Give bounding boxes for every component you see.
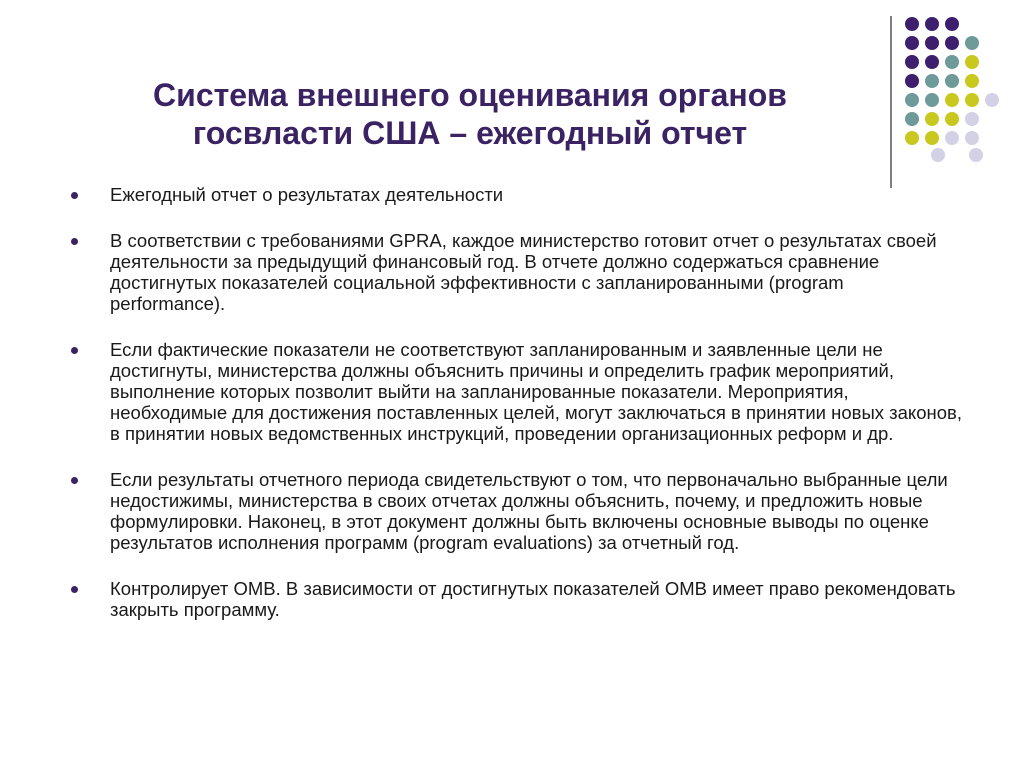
bullet-list xyxy=(0,184,1024,645)
decor-dot xyxy=(965,112,979,126)
decor-dot xyxy=(965,36,979,50)
decor-dot xyxy=(965,93,979,107)
decor-dot xyxy=(931,148,945,162)
decor-dot xyxy=(905,36,919,50)
bullet-dot-icon xyxy=(71,347,78,354)
decor-dot xyxy=(905,74,919,88)
decor-dot xyxy=(925,93,939,107)
decor-dot xyxy=(925,36,939,50)
bullet-item xyxy=(0,339,1024,444)
decor-dot xyxy=(905,131,919,145)
decor-dot xyxy=(945,131,959,145)
decor-dot xyxy=(945,55,959,69)
decor-dot xyxy=(985,93,999,107)
decor-dot xyxy=(925,74,939,88)
bullet-dot-icon xyxy=(71,192,78,199)
decor-dot xyxy=(945,93,959,107)
decor-dot xyxy=(905,55,919,69)
decor-dot xyxy=(925,131,939,145)
decor-dot xyxy=(945,17,959,31)
bullet-dot-icon xyxy=(71,238,78,245)
decorative-vertical-line xyxy=(890,16,892,188)
decor-dot xyxy=(905,17,919,31)
bullet-text: Если фактические показатели не соответствуют запланированным и заявленные цели не достигнуты, министерства должны объяснить причины и определить график мероприятий, выполнение которых позволит выйти на запланированные показатели. Мероприятия, необходимые для достижения поставленных целей, могут заключаться в принятии новых законов, в принятии новых ведомственных инструкций, проведении организационных реформ и др. xyxy=(110,339,962,444)
bullet-text: Если результаты отчетного периода свидетельствуют о том, что первоначально выбранные цели недостижимы, министерства в своих отчетах должны объяснить, почему, и предложить новые формулировки. Наконец, в этот документ должны быть включены основные выводы по оценке результатов исполнения программ (program evaluations) за отчетный год. xyxy=(110,469,948,553)
decor-dot xyxy=(925,112,939,126)
decor-dot xyxy=(965,131,979,145)
decor-dot xyxy=(965,74,979,88)
decor-dot xyxy=(905,93,919,107)
decor-dot xyxy=(965,55,979,69)
bullet-text: Ежегодный отчет о результатах деятельности xyxy=(110,184,504,205)
decorative-dot-grid xyxy=(903,15,1023,165)
bullet-item xyxy=(0,578,1024,620)
bullet-item xyxy=(0,184,1024,205)
bullet-text: Контролирует OMB. В зависимости от достигнутых показателей OMB имеет право рекомендовать закрыть программу. xyxy=(110,578,956,620)
slide-title-line-2: госвласти США – ежегодный отчет xyxy=(192,115,748,151)
bullet-text: В соответствии с требованиями GPRA, каждое министерство готовит отчет о результатах своей деятельности за предыдущий финансовый год. В отчете должно содержаться сравнение достигнутых показателей социальной эффективности с запланированными (program performance). xyxy=(110,230,937,314)
slide-title-line-1: Система внешнего оценивания органов xyxy=(153,77,787,113)
bullet-dot-icon xyxy=(71,586,78,593)
decor-dot xyxy=(945,74,959,88)
decor-dot xyxy=(925,17,939,31)
decor-dot xyxy=(925,55,939,69)
decor-dot xyxy=(969,148,983,162)
decor-dot xyxy=(945,112,959,126)
bullet-item xyxy=(0,469,1024,553)
decor-dot xyxy=(905,112,919,126)
bullet-item xyxy=(0,230,1024,314)
decor-dot xyxy=(945,36,959,50)
bullet-dot-icon xyxy=(71,477,78,484)
slide-title xyxy=(110,76,830,152)
